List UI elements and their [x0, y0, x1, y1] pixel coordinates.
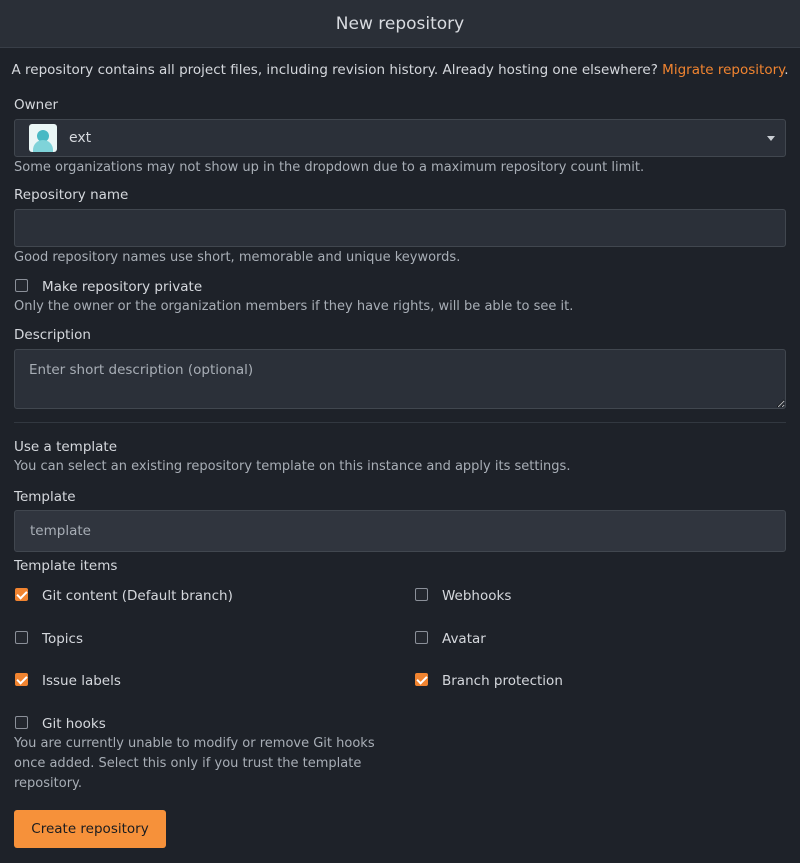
issue-labels-checkbox[interactable]	[15, 673, 28, 686]
description-label: Description	[14, 327, 91, 343]
branch-protection-checkbox[interactable]	[415, 673, 428, 686]
owner-selected: ext	[69, 130, 92, 146]
topics-label: Topics	[42, 631, 83, 647]
git-hooks-checkbox[interactable]	[15, 716, 28, 729]
avatar-checkbox[interactable]	[415, 631, 428, 644]
page-header	[0, 0, 800, 48]
owner-label: Owner	[14, 97, 59, 113]
page-title: New repository	[335, 13, 465, 34]
git-hooks-label: Git hooks	[42, 716, 106, 732]
owner-dropdown[interactable]	[14, 119, 786, 157]
repo-name-input[interactable]	[14, 209, 786, 247]
template-section-help: You can select an existing repository template on this instance and apply its settings.	[14, 459, 571, 474]
migrate-repository-link[interactable]: Migrate repository	[662, 62, 785, 78]
webhooks-label: Webhooks	[442, 588, 512, 604]
section-divider	[14, 422, 786, 423]
template-input[interactable]	[14, 510, 786, 552]
template-items-label: Template items	[14, 558, 118, 574]
topics-checkbox[interactable]	[15, 631, 28, 644]
intro-text: A repository contains all project files, including revision history. Already hosting one elsewhere? Migrate repository.	[11, 62, 789, 78]
create-repository-button[interactable]: Create repository	[14, 810, 166, 848]
repo-name-label: Repository name	[14, 187, 129, 203]
git-content-checkbox[interactable]	[15, 588, 28, 601]
branch-protection-label: Branch protection	[442, 673, 563, 689]
private-label: Make repository private	[42, 279, 203, 295]
repo-name-help: Good repository names use short, memorable and unique keywords.	[14, 250, 461, 265]
git-content-label: Git content (Default branch)	[42, 588, 233, 604]
private-help: Only the owner or the organization members if they have rights, will be able to see it.	[14, 299, 574, 314]
git-hooks-help-3: repository.	[14, 776, 83, 791]
template-label: Template	[14, 489, 76, 505]
template-section-title: Use a template	[14, 439, 118, 455]
description-input[interactable]	[14, 349, 786, 409]
issue-labels-label: Issue labels	[42, 673, 121, 689]
owner-avatar	[29, 124, 57, 152]
git-hooks-help-1: You are currently unable to modify or remove Git hooks	[14, 736, 375, 751]
owner-help: Some organizations may not show up in the dropdown due to a maximum repository count limit.	[14, 160, 645, 175]
git-hooks-help-2: once added. Select this only if you trust the template	[14, 756, 362, 771]
chevron-down-icon	[767, 136, 775, 141]
private-checkbox[interactable]	[15, 279, 28, 292]
webhooks-checkbox[interactable]	[415, 588, 428, 601]
avatar-label: Avatar	[442, 631, 486, 647]
